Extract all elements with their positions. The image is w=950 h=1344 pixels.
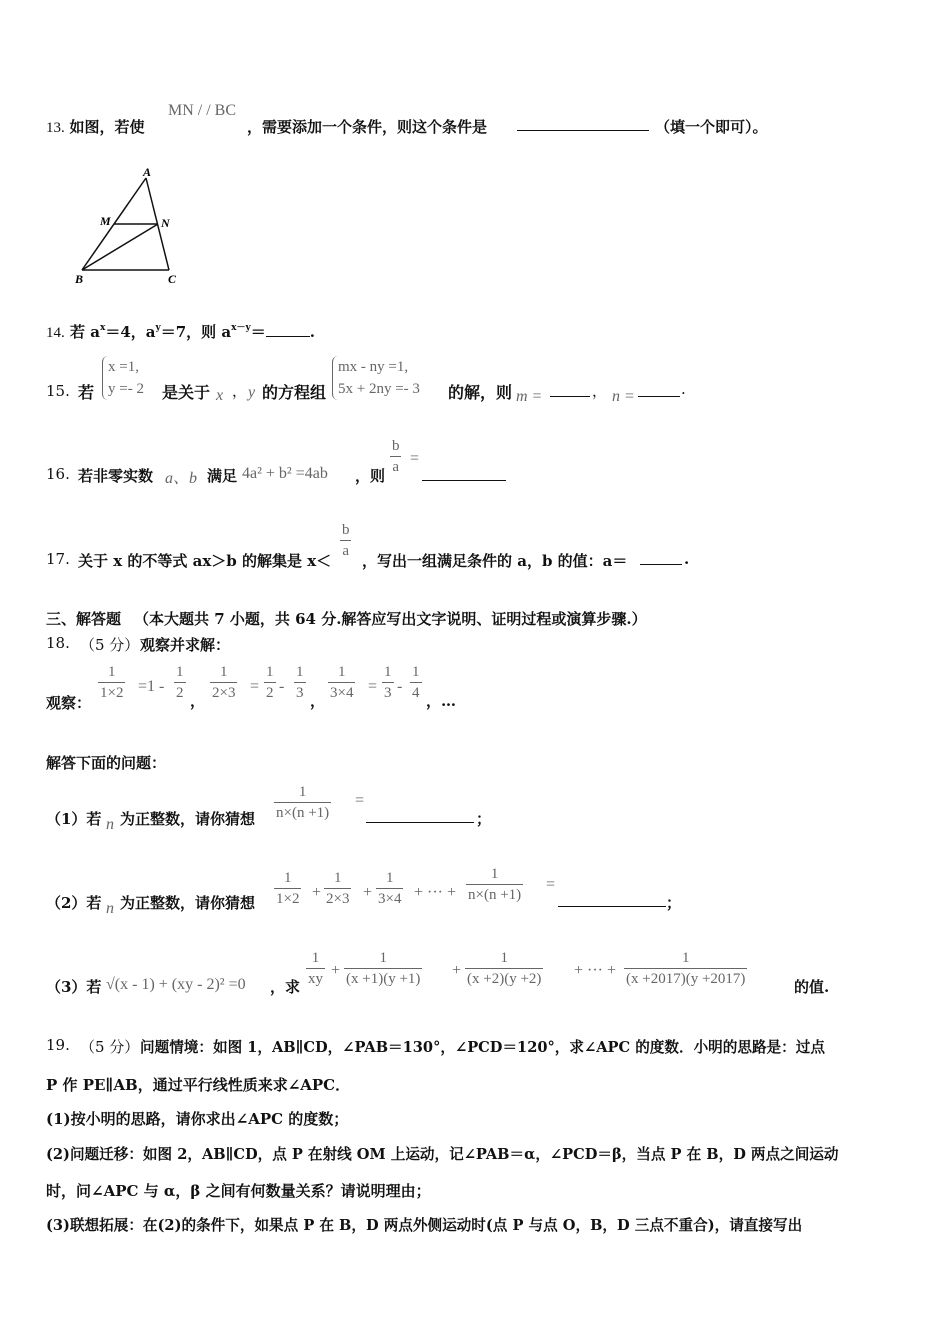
answer-blank[interactable] [366, 810, 474, 823]
fraction-b-over-a: $\frac{b}{a}$ [392, 438, 400, 475]
observation-row: 观察： $\frac{1}{1\times 2}$ =1 - $\frac{1}{2}$ ， $\frac{1}{2\times 3}$ = $\frac{1}{2}$ - $\frac{1}{3}$ ， $\frac{1}{3\times 4}$ = $\frac{1}{3}$ - $\frac{1}{4}$ ，… [46, 664, 457, 712]
answer-blank-n[interactable] [638, 384, 680, 397]
equation-system: mx - ny =1, 5x + 2ny =- 3 [332, 356, 420, 400]
answer-blank[interactable] [517, 118, 649, 131]
question-number: 13. [46, 120, 65, 136]
system-solution: x =1, y =- 2 [102, 356, 144, 400]
label-b: B [75, 272, 84, 286]
label-m: M [100, 214, 111, 228]
triangle-figure [70, 162, 190, 290]
label-c: C [168, 272, 177, 286]
condition-mn-bc: MN / / BC [168, 102, 237, 119]
condition-equation: √(x - 1) + (xy - 2)² =0 [106, 976, 246, 993]
answer-blank[interactable] [558, 894, 666, 907]
question-18-part-2: （2）若 n 为正整数，请你猜想 $\frac{1}{1\times 2}$ + $\frac{1}{2\times 3}$ + $\frac{1}{3\times 4}$ + ··· + $\frac{1}{n\times(n +1)}$ = ； [46, 866, 682, 917]
question-16: 16. 若非零实数 a、b 满足 4a² + b² =4ab ，则 $\frac{b}{a}$ = [0, 438, 950, 484]
question-18-part-1: （1）若 n 为正整数，请你猜想 $\frac{1}{n\times(n +1)}$ = ； [46, 784, 492, 833]
answer-blank[interactable] [640, 552, 682, 565]
answer-blank-m[interactable] [550, 384, 590, 397]
fraction-b-over-a: $\frac{b}{a}$ [342, 522, 350, 559]
label-a: A [143, 165, 152, 179]
label-n: N [161, 216, 170, 230]
section-description: （本大题共 7 小题，共 64 分.解答应写出文字说明、证明过程或演算步骤.） [134, 610, 647, 628]
question-15: 15. 若 x =1, y =- 2 是关于 x ， y 的方程组 mx - ny =1, 5x + 2ny =- 3 的解，则 m = ， n = . [0, 356, 950, 408]
section-title: 三、解答题 [46, 610, 122, 628]
answer-blank[interactable] [422, 468, 506, 481]
question-17: 17. 关于 x 的不等式 ax＞b 的解集是 x＜ $\frac{b}{a}$ ，写出一组满足条件的 a，b 的值：a＝ . [46, 522, 690, 570]
answer-blank[interactable] [266, 324, 310, 337]
question-18-part-3: （3）若 √(x - 1) + (xy - 2)² =0 ，求 $\frac{1}{xy}$ + $\frac{1}{(x +1)(y +1)}$ + $\frac{1}{(x +2)(y +2)}$ + ··· + $\frac{1}{(x +2017)(y +2017)}$ 的值. [46, 950, 830, 996]
